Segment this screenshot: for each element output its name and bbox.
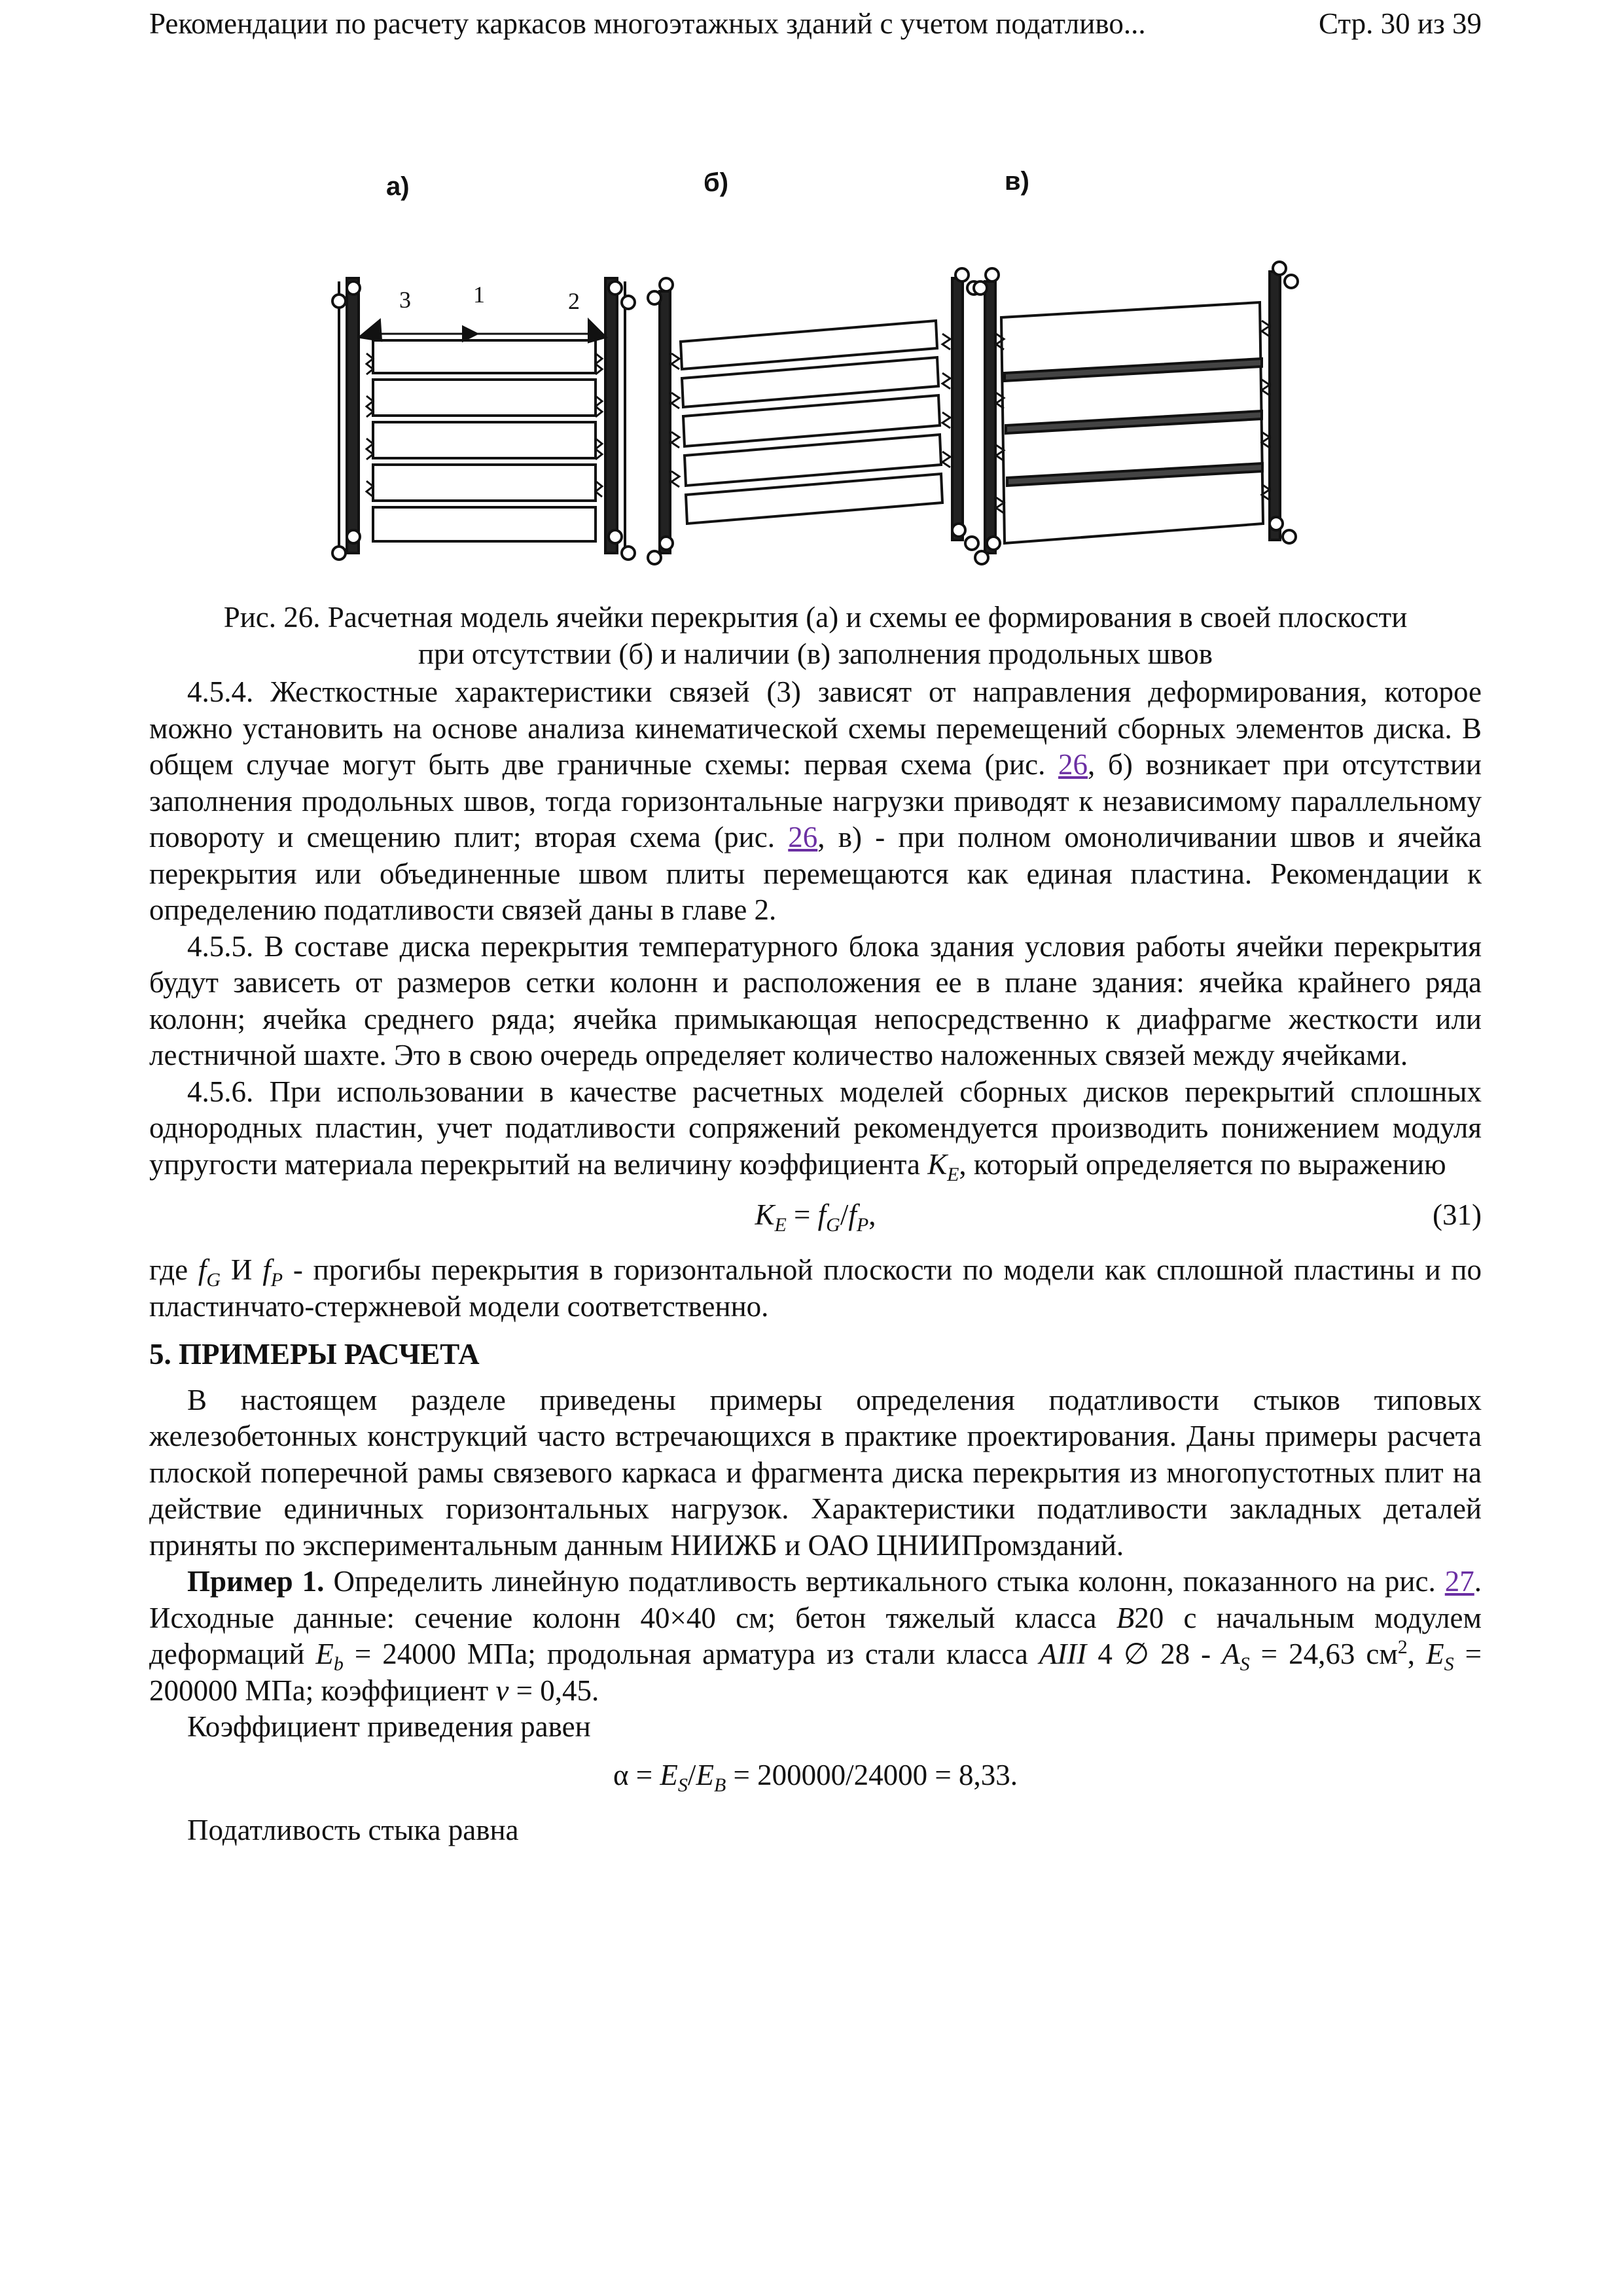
subscript: S bbox=[677, 1774, 688, 1796]
text: 20 с начальным модулем деформаций bbox=[149, 1601, 1482, 1670]
text: = 0,45. bbox=[508, 1674, 599, 1707]
subscript: S bbox=[1444, 1653, 1454, 1675]
panel-c bbox=[974, 262, 1298, 564]
text: = 200000/24000 = 8,33. bbox=[726, 1758, 1018, 1791]
panel-b bbox=[648, 268, 980, 564]
page-number: Стр. 30 из 39 bbox=[1319, 7, 1482, 40]
symbol: ν bbox=[495, 1674, 509, 1707]
text: / bbox=[840, 1198, 849, 1231]
text: где bbox=[149, 1253, 198, 1286]
text: , в) - при полном омоноличивании швов и ячейка перекрытия или объединенные швом плиты перемещаются как единая пластина. Рекомендации к определению податливости связей даны в главе 2. bbox=[149, 821, 1482, 926]
text: И bbox=[221, 1253, 263, 1286]
document-title: Рекомендации по расчету каркасов многоэтажных зданий с учетом податливо... bbox=[149, 7, 1146, 40]
figure-26-link[interactable]: 26 bbox=[1058, 748, 1088, 781]
text: 4.5.4. Жесткостные характеристики связей (3) зависят от направления деформирования, которое можно установить на основе анализа кинематической схемы перемещений сборных элементов диска. В общем случае могут быть две граничные схемы: первая схема (рис. bbox=[149, 675, 1482, 781]
equation-31 bbox=[149, 1185, 1482, 1246]
superscript: 2 bbox=[1397, 1636, 1408, 1658]
subscript: G bbox=[826, 1214, 840, 1236]
text: / bbox=[687, 1758, 696, 1791]
subscript: G bbox=[206, 1269, 221, 1291]
caption-line-1: Рис. 26. Расчетная модель ячейки перекрытия (а) и схемы ее формирования в своей плоскости bbox=[223, 601, 1408, 634]
text: , который определяется по выражению bbox=[959, 1147, 1446, 1181]
paragraph-last: Податливость стыка равна bbox=[187, 1813, 519, 1846]
symbol: E bbox=[660, 1758, 678, 1791]
equation-body bbox=[149, 1197, 1482, 1234]
paragraph-4-5-4 bbox=[149, 674, 1482, 929]
page-header bbox=[149, 4, 1482, 43]
figure-26 bbox=[308, 157, 1329, 589]
subscript: B bbox=[713, 1774, 726, 1796]
symbol: В bbox=[1116, 1601, 1135, 1634]
text: = 24000 МПа; продольная арматура из стали класса bbox=[343, 1638, 1039, 1670]
text: - прогибы перекрытия в горизонтальной плоскости по модели как сплошной пластины и по пластинчато-стержневой модели соответственно. bbox=[149, 1253, 1482, 1323]
coefficient-line: Коэффициент приведения равен bbox=[187, 1710, 591, 1743]
paragraph-section-5: В настоящем разделе приведены примеры определения податливости стыков типовых железобетонных конструкций часто встречающихся в практике проектирования. Даны примеры расчета плоской поперечной рамы связевого каркаса и фрагмента диска перекрытия из многопустотных плит на действие единичных горизонтальных нагрузок. Характеристики податливости закладных деталей приняты по экспериментальным данным НИИЖБ и ОАО ЦНИИПромзданий. bbox=[149, 1383, 1482, 1562]
subscript: E bbox=[774, 1214, 787, 1236]
figure-label-c: в) bbox=[1005, 167, 1029, 196]
text: , б) возникает при отсутствии заполнения продольных швов, тогда горизонтальные нагрузки приводят к независимому параллельному повороту и смещению плит; вторая схема (рис. bbox=[149, 748, 1482, 853]
text: , bbox=[1407, 1638, 1427, 1670]
subscript: S bbox=[1240, 1653, 1250, 1675]
equation-alpha bbox=[149, 1751, 1482, 1803]
equation-number: (31) bbox=[1433, 1198, 1482, 1231]
paragraph-4-5-5: 4.5.5. В составе диска перекрытия температурного блока здания условия работы ячейки перекрытия будут зависеть от размеров сетки колонн и расположения ее в плане здания: ячейка крайнего ряда колонн; ячейка среднего ряда; ячейка примыкающая непосредственно к диафрагме жесткости или лестничной шахте. Это в свою очередь определяет количество наложенных связей между ячейками. bbox=[149, 929, 1482, 1071]
paragraph-4-5-6 bbox=[149, 1074, 1482, 1183]
symbol-k: К bbox=[755, 1198, 775, 1231]
subscript: E bbox=[947, 1163, 959, 1185]
text: , bbox=[868, 1198, 876, 1231]
figure-mark-1: 1 bbox=[473, 281, 485, 308]
figure-26-link[interactable]: 26 bbox=[788, 821, 818, 853]
section-heading: 5. ПРИМЕРЫ РАСЧЕТА bbox=[149, 1338, 480, 1371]
text: Определить линейную податливость вертикального стыка колонн, показанного на рис. bbox=[324, 1565, 1445, 1598]
figure-27-link[interactable]: 27 bbox=[1444, 1565, 1474, 1598]
symbol: E bbox=[696, 1758, 714, 1791]
document-body bbox=[149, 674, 1482, 1848]
subscript: b bbox=[333, 1653, 344, 1675]
figure-label-b: б) bbox=[704, 168, 729, 197]
subscript: P bbox=[270, 1269, 283, 1291]
symbol-f: f bbox=[848, 1198, 857, 1231]
paragraph-example-1 bbox=[149, 1564, 1482, 1709]
subscript: P bbox=[856, 1214, 869, 1236]
symbol: А bbox=[1222, 1638, 1240, 1670]
text: 4 ∅ 28 - bbox=[1086, 1638, 1222, 1670]
text: = 24,63 см bbox=[1249, 1638, 1398, 1670]
symbol: E bbox=[315, 1638, 334, 1670]
text: 4.5.6. При использовании в качестве расчетных моделей сборных дисков перекрытий сплошных однородных пластин, учет податливости сопряжений рекомендуется производить понижением модуля упругости материала перекрытий на величину коэффициента bbox=[149, 1075, 1482, 1181]
symbol: E bbox=[1426, 1638, 1444, 1670]
figure-caption bbox=[149, 599, 1482, 672]
text: = 200000 МПа; коэффициент bbox=[149, 1638, 1482, 1707]
figure-mark-3: 3 bbox=[399, 287, 411, 313]
symbol: АIII bbox=[1039, 1638, 1087, 1670]
paragraph-where bbox=[149, 1252, 1482, 1325]
symbol-f: f bbox=[262, 1253, 271, 1286]
figure-26-drawing bbox=[308, 157, 1329, 589]
panel-a bbox=[332, 278, 635, 560]
caption-line-2: при отсутствии (б) и наличии (в) заполнения продольных швов bbox=[418, 637, 1213, 670]
figure-label-a: а) bbox=[386, 172, 410, 201]
example-label: Пример 1. bbox=[187, 1565, 325, 1598]
equation-body bbox=[149, 1757, 1482, 1794]
text: α = bbox=[613, 1758, 660, 1791]
figure-mark-2: 2 bbox=[568, 288, 580, 314]
symbol-f: f bbox=[817, 1198, 827, 1231]
symbol-f: f bbox=[198, 1253, 207, 1286]
text: . Исходные данные: сечение колонн 40×40 см; бетон тяжелый класса bbox=[149, 1565, 1482, 1634]
symbol-k: К bbox=[927, 1147, 948, 1181]
text: = bbox=[786, 1198, 818, 1231]
